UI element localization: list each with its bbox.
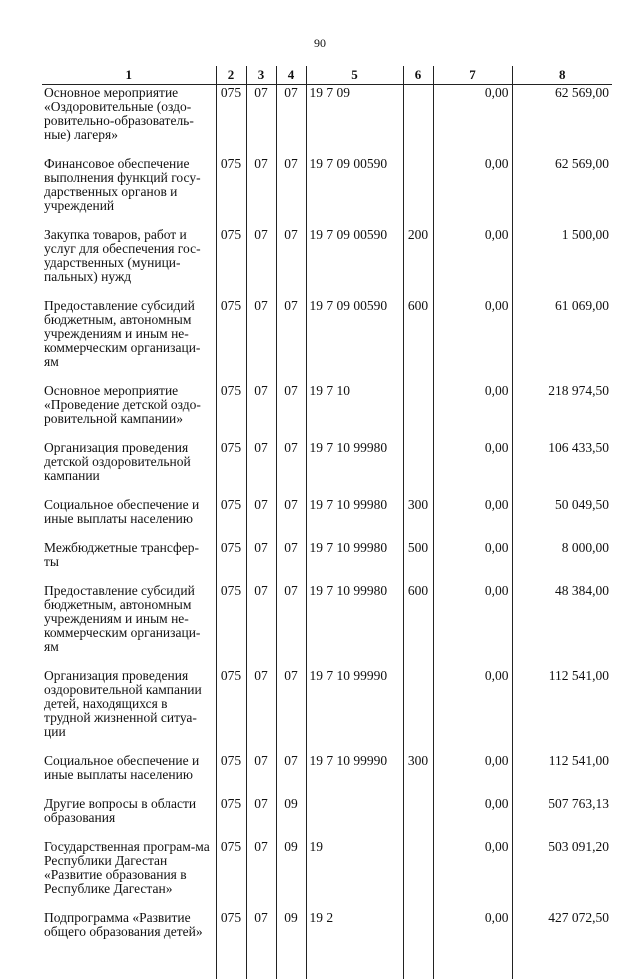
cell-col7: 0,00 [433,298,512,383]
cell-target-item: 19 7 09 00590 [306,156,403,227]
cell-grbs: 075 [216,839,246,910]
cell-expense-type [403,668,433,753]
cell-grbs: 075 [216,540,246,583]
cell-expense-type [403,839,433,910]
cell-col8: 62 569,00 [512,85,612,157]
cell-col7: 0,00 [433,85,512,157]
cell-col8: 50 049,50 [512,497,612,540]
cell-grbs: 075 [216,497,246,540]
cell-col8: 62 569,00 [512,156,612,227]
cell-name: Финансовое обеспечение выполнения функций госу-дарственных органов и учреждений [42,156,216,227]
cell-expense-type [403,85,433,157]
cell-subsection: 07 [276,227,306,298]
cell-target-item: 19 7 09 00590 [306,227,403,298]
cell-col8: 112 541,00 [512,753,612,796]
table-body [42,85,612,979]
cell-subsection: 07 [276,85,306,157]
cell-expense-type: 600 [403,583,433,668]
cell-subsection: 07 [276,156,306,227]
cell-expense-type [403,440,433,497]
cell-section: 07 [246,85,276,157]
cell-section: 07 [246,668,276,753]
cell-name: Организация проведения оздоровительной кампании детей, находящихся в трудной жизненной ситуа-ции [42,668,216,753]
cell-grbs: 075 [216,910,246,979]
cell-col7: 0,00 [433,910,512,979]
cell-subsection: 07 [276,298,306,383]
cell-col7: 0,00 [433,540,512,583]
cell-grbs: 075 [216,85,246,157]
table-row [42,796,612,839]
cell-grbs: 075 [216,383,246,440]
cell-name: Межбюджетные трансфер-ты [42,540,216,583]
table-row [42,298,612,383]
table-row [42,668,612,753]
cell-expense-type: 500 [403,540,433,583]
cell-target-item: 19 7 10 99980 [306,497,403,540]
cell-target-item: 19 7 10 99980 [306,583,403,668]
cell-expense-type: 300 [403,753,433,796]
cell-section: 07 [246,839,276,910]
cell-col8: 1 500,00 [512,227,612,298]
cell-col8: 48 384,00 [512,583,612,668]
cell-target-item: 19 2 [306,910,403,979]
cell-col7: 0,00 [433,839,512,910]
cell-target-item [306,796,403,839]
cell-col8: 112 541,00 [512,668,612,753]
cell-grbs: 075 [216,668,246,753]
cell-section: 07 [246,583,276,668]
cell-grbs: 075 [216,583,246,668]
cell-grbs: 075 [216,753,246,796]
table-row [42,910,612,979]
cell-section: 07 [246,796,276,839]
cell-col7: 0,00 [433,497,512,540]
cell-col8: 503 091,20 [512,839,612,910]
cell-col8: 507 763,13 [512,796,612,839]
cell-col7: 0,00 [433,440,512,497]
table-row [42,497,612,540]
cell-grbs: 075 [216,440,246,497]
column-header-6: 6 [403,66,433,85]
cell-section: 07 [246,227,276,298]
table-row [42,440,612,497]
cell-section: 07 [246,497,276,540]
column-header-7: 7 [433,66,512,85]
cell-target-item: 19 [306,839,403,910]
table-row [42,383,612,440]
cell-name: Подпрограмма «Развитие общего образования детей» [42,910,216,979]
cell-col8: 8 000,00 [512,540,612,583]
cell-section: 07 [246,440,276,497]
cell-section: 07 [246,298,276,383]
cell-expense-type [403,796,433,839]
header-row [42,66,612,85]
cell-subsection: 07 [276,753,306,796]
cell-section: 07 [246,753,276,796]
cell-col8: 218 974,50 [512,383,612,440]
cell-expense-type [403,156,433,227]
cell-subsection: 07 [276,540,306,583]
cell-name: Социальное обеспечение и иные выплаты населению [42,497,216,540]
cell-name: Социальное обеспечение и иные выплаты населению [42,753,216,796]
cell-subsection: 07 [276,583,306,668]
cell-expense-type: 200 [403,227,433,298]
column-header-1: 1 [42,66,216,85]
table-row [42,753,612,796]
column-header-5: 5 [306,66,403,85]
cell-name: Закупка товаров, работ и услуг для обеспечения гос-ударственных (муници-пальных) нужд [42,227,216,298]
column-header-8: 8 [512,66,612,85]
cell-grbs: 075 [216,227,246,298]
page-number: 90 [0,36,640,51]
cell-name: Государственная програм-ма Республики Дагестан «Развитие образования в Республике Дагестан» [42,839,216,910]
column-header-2: 2 [216,66,246,85]
cell-subsection: 07 [276,668,306,753]
cell-col8: 106 433,50 [512,440,612,497]
cell-col8: 61 069,00 [512,298,612,383]
cell-subsection: 09 [276,839,306,910]
cell-name: Основное мероприятие «Оздоровительные (оздо-ровительно-образователь-ные) лагеря» [42,85,216,157]
cell-expense-type [403,910,433,979]
table-row [42,156,612,227]
cell-target-item: 19 7 10 [306,383,403,440]
cell-subsection: 09 [276,796,306,839]
table-row [42,583,612,668]
cell-section: 07 [246,540,276,583]
cell-expense-type [403,383,433,440]
budget-table [42,66,612,979]
cell-name: Другие вопросы в области образования [42,796,216,839]
table-row [42,227,612,298]
cell-col7: 0,00 [433,796,512,839]
cell-subsection: 07 [276,440,306,497]
cell-section: 07 [246,383,276,440]
cell-target-item: 19 7 10 99990 [306,753,403,796]
cell-section: 07 [246,910,276,979]
cell-col8: 427 072,50 [512,910,612,979]
cell-grbs: 075 [216,156,246,227]
cell-name: Организация проведения детской оздоровительной кампании [42,440,216,497]
cell-subsection: 07 [276,497,306,540]
cell-name: Предоставление субсидий бюджетным, автономным учреждениям и иным не-коммерческим организаци-ям [42,298,216,383]
cell-target-item: 19 7 10 99990 [306,668,403,753]
cell-name: Основное мероприятие «Проведение детской оздо-ровительной кампании» [42,383,216,440]
cell-subsection: 09 [276,910,306,979]
column-header-3: 3 [246,66,276,85]
cell-name: Предоставление субсидий бюджетным, автономным учреждениям и иным не-коммерческим организаци-ям [42,583,216,668]
cell-col7: 0,00 [433,383,512,440]
cell-section: 07 [246,156,276,227]
cell-col7: 0,00 [433,753,512,796]
table-row [42,540,612,583]
cell-grbs: 075 [216,796,246,839]
cell-target-item: 19 7 09 00590 [306,298,403,383]
cell-col7: 0,00 [433,668,512,753]
cell-col7: 0,00 [433,583,512,668]
cell-grbs: 075 [216,298,246,383]
cell-target-item: 19 7 09 [306,85,403,157]
cell-expense-type: 600 [403,298,433,383]
table-row [42,85,612,157]
cell-target-item: 19 7 10 99980 [306,540,403,583]
cell-expense-type: 300 [403,497,433,540]
cell-col7: 0,00 [433,156,512,227]
column-header-4: 4 [276,66,306,85]
cell-col7: 0,00 [433,227,512,298]
cell-target-item: 19 7 10 99980 [306,440,403,497]
table-row [42,839,612,910]
cell-subsection: 07 [276,383,306,440]
